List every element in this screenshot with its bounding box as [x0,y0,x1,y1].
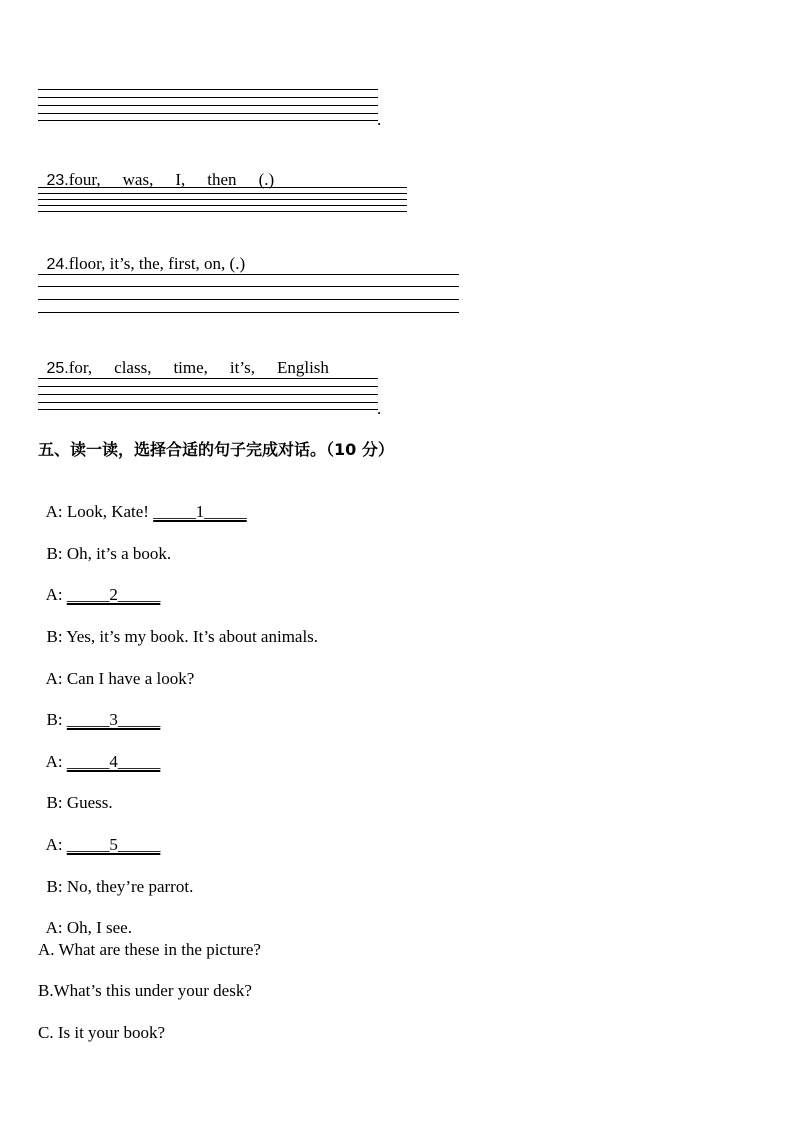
question-25 [38,338,329,379]
dialogue-text: Look, Kate! [66,502,149,521]
word: for, [68,358,93,377]
dialogue-text: Can I have a look? [66,669,195,688]
word: time, [173,358,208,377]
dialogue-line [38,649,194,689]
dialogue-line [38,524,171,564]
dialogue-line [38,898,132,938]
option-c: C. Is it your book? [38,1023,166,1042]
word: it’s, [229,358,255,377]
answer-blank[interactable]: _____5_____ [66,835,161,854]
speaker: B: [46,627,63,646]
word: (.) [258,170,275,189]
speaker: B: [46,877,63,896]
dialogue-text: Oh, it’s a book. [66,544,172,563]
dialogue-line [38,565,160,605]
answer-blank[interactable]: _____4_____ [66,752,161,771]
question-24 [38,234,245,275]
question-number: 25. [46,360,69,377]
question-number: 23. [46,172,69,189]
speaker: A: [45,918,63,937]
speaker: A: [45,502,63,521]
dialogue-line [38,815,160,855]
answer-blank[interactable]: _____1_____ [153,502,247,521]
dialogue-line [38,732,160,772]
dialogue-text: Oh, I see. [66,918,132,937]
dialogue-line [38,607,318,647]
speaker: A: [45,835,63,854]
dialogue-line [38,482,247,522]
section-heading: 五、读一读，选择合适的句子完成对话。（10 分） [38,440,394,459]
dialogue-text: Yes, it’s my book. It’s about animals. [66,627,319,646]
dialogue-line [38,690,160,730]
question-number: 24. [46,256,69,273]
speaker: B: [46,710,63,729]
speaker: A: [45,669,63,688]
dialogue-line [38,773,113,813]
line-end-mark: . [377,110,382,129]
word: I, [175,170,186,189]
word: class, [114,358,152,377]
dialogue-line [38,857,193,897]
word: four, [68,170,101,189]
dialogue-text: No, they’re parrot. [66,877,194,896]
word: English [276,358,329,377]
speaker: A: [45,752,63,771]
speaker: B: [46,793,63,812]
option-a: A. What are these in the picture? [38,940,261,959]
question-words: floor, it’s, the, first, on, (.) [68,254,246,273]
word: then [207,170,237,189]
dialogue-text: Guess. [66,793,113,812]
answer-blank[interactable]: _____3_____ [66,710,161,729]
speaker: A: [45,585,63,604]
question-23 [38,150,274,191]
speaker: B: [46,544,63,563]
answer-blank[interactable]: _____2_____ [66,585,161,604]
line-end-mark: . [377,399,382,418]
word: was, [122,170,154,189]
option-b: B.What’s this under your desk? [38,981,252,1000]
